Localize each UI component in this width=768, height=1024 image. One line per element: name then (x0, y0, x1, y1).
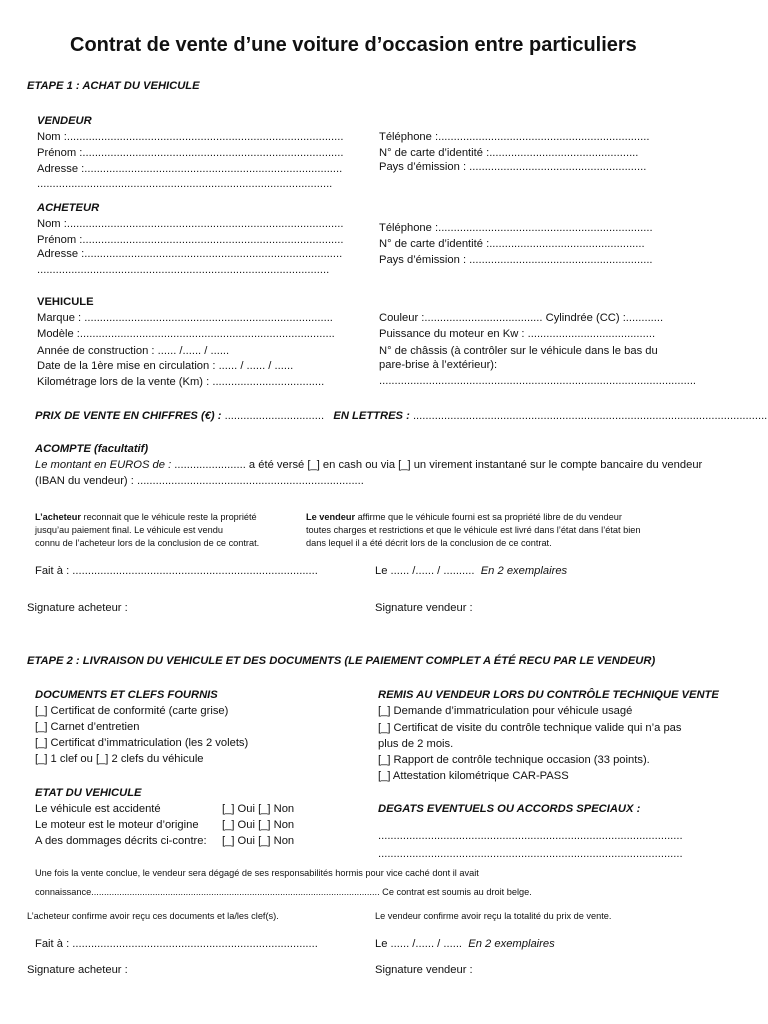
clause-vendeur-text1: affirme que le véhicule fourni est sa propriété libre de du vendeur (355, 512, 622, 522)
etape2-signature-acheteur[interactable]: Signature acheteur : (27, 964, 128, 976)
acompte-heading: ACOMPTE (facultatif) (35, 443, 149, 455)
vendeur-adresse-line2[interactable]: ............................................................................................... (37, 178, 333, 190)
prix-row (35, 410, 767, 423)
clause-acheteur-label: L’acheteur (35, 512, 81, 522)
clause-vendeur-label: Le vendeur (306, 512, 356, 522)
vehicule-date-field[interactable]: Date de la 1ère mise en circulation : ...... / ...... / ...... (37, 360, 294, 372)
clause-vendeur-line3: dans lequel il a été décrit lors de la conclusion de ce contrat. (306, 538, 552, 548)
acompte-row (35, 459, 702, 472)
clause-acheteur-line1 (35, 512, 257, 523)
documents-item[interactable]: [_] Certificat de conformité (carte grise) (35, 705, 229, 717)
etape1-signature-vendeur[interactable]: Signature vendeur : (375, 602, 473, 614)
clause-vendeur-line2: toutes charges et restrictions et que le véhicule est livré dans l’état dans l’état bien (306, 525, 641, 535)
etape1-exemplaires: En 2 exemplaires (480, 565, 568, 577)
acheteur-pays-field[interactable]: Pays d’émission : ........................................................... (379, 254, 653, 266)
etape2-signature-vendeur[interactable]: Signature vendeur : (375, 964, 473, 976)
remis-item: plus de 2 mois. (378, 738, 454, 750)
responsabilite-line2: connaissance................................................................................................................. Ce contrat est soumis au droit belge. (35, 887, 532, 897)
etape1-date-row (375, 565, 567, 578)
etape2-date-row (375, 938, 555, 951)
etat-row-options[interactable]: [_] Oui [_] Non (222, 819, 295, 831)
prix-chiffres-label: PRIX DE VENTE EN CHIFFRES (€) : (35, 410, 222, 422)
etape2-heading: ETAPE 2 : LIVRAISON DU VEHICULE ET DES DOCUMENTS (LE PAIEMENT COMPLET A ÉTÉ RECU PAR LE VENDEUR) (27, 655, 656, 667)
documents-item[interactable]: [_] 1 clef ou [_] 2 clefs du véhicule (35, 753, 204, 765)
remis-item[interactable]: [_] Demande d’immatriculation pour véhicule usagé (378, 705, 633, 717)
degats-field[interactable]: .................................................................................................. (378, 830, 683, 842)
acheteur-heading: ACHETEUR (37, 202, 100, 214)
vendeur-carte-field[interactable]: N° de carte d’identité :................................................ (379, 147, 639, 159)
etape1-fait-field[interactable]: Fait à : ............................................................................... (35, 565, 318, 577)
vehicule-chassis-label2: pare-brise à l’extérieur): (379, 359, 498, 371)
documents-item[interactable]: [_] Carnet d’entretien (35, 721, 140, 733)
clause-acheteur-line3: connu de l’acheteur lors de la conclusion de ce contrat. (35, 538, 260, 548)
vehicule-annee-field[interactable]: Année de construction : ...... /...... / ...... (37, 345, 230, 357)
prix-lettres-field[interactable]: .................................................................................................................. (409, 410, 768, 422)
etat-row-label: A des dommages décrits ci-contre: (35, 835, 207, 847)
etat-row-options[interactable]: [_] Oui [_] Non (222, 803, 295, 815)
responsabilite-line1: Une fois la vente conclue, le vendeur sera dégagé de ses responsabilités hormis pour vice caché dont il avait (35, 868, 479, 878)
etape1-le-field[interactable]: Le ...... /...... / .......... (375, 565, 475, 577)
vendeur-pays-field[interactable]: Pays d’émission : ......................................................... (379, 161, 647, 173)
vehicule-couleur-field[interactable]: Couleur :...................................... Cylindrée (CC) :............ (379, 312, 664, 324)
vendeur-prenom-field[interactable]: Prénom :.................................................................................... (37, 147, 344, 159)
etape1-heading: ETAPE 1 : ACHAT DU VEHICULE (27, 80, 200, 92)
vehicule-km-field[interactable]: Kilométrage lors de la vente (Km) : .................................... (37, 376, 325, 388)
degats-field[interactable]: .................................................................................................. (378, 848, 683, 860)
page-title: Contrat de vente d’une voiture d’occasion entre particuliers (70, 34, 637, 56)
vehicule-chassis-label: N° de châssis (à contrôler sur le véhicule dans le bas du (379, 345, 658, 357)
documents-heading: DOCUMENTS ET CLEFS FOURNIS (35, 689, 218, 701)
clause-vendeur-line1 (306, 512, 622, 523)
vendeur-telephone-field[interactable]: Téléphone :.................................................................... (379, 131, 650, 143)
etape2-le-field[interactable]: Le ...... /...... / ...... (375, 938, 463, 950)
etat-heading: ETAT DU VEHICULE (35, 787, 142, 799)
acheteur-carte-field[interactable]: N° de carte d’identité :.................................................. (379, 238, 645, 250)
remis-heading: REMIS AU VENDEUR LORS DU CONTRÔLE TECHNIQUE VENTE (378, 689, 719, 701)
remis-item[interactable]: [_] Attestation kilométrique CAR-PASS (378, 770, 569, 782)
acompte-label: Le montant en EUROS de : (35, 459, 172, 471)
acompte-iban-field[interactable]: (IBAN du vendeur) : ......................................................................... (35, 475, 364, 487)
acheteur-telephone-field[interactable]: Téléphone :..................................................................... (379, 222, 653, 234)
etat-row-label: Le véhicule est accidenté (35, 803, 161, 815)
clause-acheteur-line2: jusqu’au paiement final. Le véhicule est vendu (35, 525, 223, 535)
etat-row-options[interactable]: [_] Oui [_] Non (222, 835, 295, 847)
etape2-fait-field[interactable]: Fait à : ............................................................................... (35, 938, 318, 950)
vendeur-nom-field[interactable]: Nom :......................................................................................... (37, 131, 344, 143)
vendeur-adresse-field[interactable]: Adresse :................................................................................... (37, 163, 343, 175)
etape1-signature-acheteur[interactable]: Signature acheteur : (27, 602, 128, 614)
acheteur-nom-field[interactable]: Nom :......................................................................................... (37, 218, 344, 230)
remis-item[interactable]: [_] Certificat de visite du contrôle technique valide qui n’a pas (378, 722, 682, 734)
prix-lettres-label: EN LETTRES : (333, 410, 410, 422)
remis-item[interactable]: [_] Rapport de contrôle technique occasion (33 points). (378, 754, 650, 766)
vehicule-marque-field[interactable]: Marque : ................................................................................ (37, 312, 333, 324)
documents-item[interactable]: [_] Certificat d’immatriculation (les 2 volets) (35, 737, 249, 749)
vehicule-puissance-field[interactable]: Puissance du moteur en Kw : ......................................... (379, 328, 656, 340)
acheteur-prenom-field[interactable]: Prénom :.................................................................................... (37, 234, 344, 246)
vehicule-modele-field[interactable]: Modèle :.................................................................................. (37, 328, 335, 340)
acompte-text[interactable]: ....................... a été versé [_] en cash ou via [_] un virement instantané sur le compte bancaire du vendeur (171, 459, 703, 471)
confirm-vendeur: Le vendeur confirme avoir reçu la totalité du prix de vente. (375, 911, 612, 921)
clause-acheteur-text1: reconnait que le véhicule reste la propriété (80, 512, 257, 522)
vendeur-heading: VENDEUR (37, 115, 92, 127)
acheteur-adresse-line2[interactable]: .............................................................................................. (37, 264, 330, 276)
acheteur-adresse-field[interactable]: Adresse :................................................................................... (37, 248, 343, 260)
etape2-exemplaires: En 2 exemplaires (468, 938, 555, 950)
vehicule-chassis-field[interactable]: ...................................................................................................... (379, 375, 697, 387)
etat-row-label: Le moteur est le moteur d’origine (35, 819, 199, 831)
prix-chiffres-field[interactable]: ................................ (221, 410, 325, 422)
degats-heading: DEGATS EVENTUELS OU ACCORDS SPECIAUX : (378, 803, 641, 815)
vehicule-heading: VEHICULE (37, 296, 94, 308)
confirm-acheteur: L’acheteur confirme avoir reçu ces documents et la/les clef(s). (27, 911, 279, 921)
